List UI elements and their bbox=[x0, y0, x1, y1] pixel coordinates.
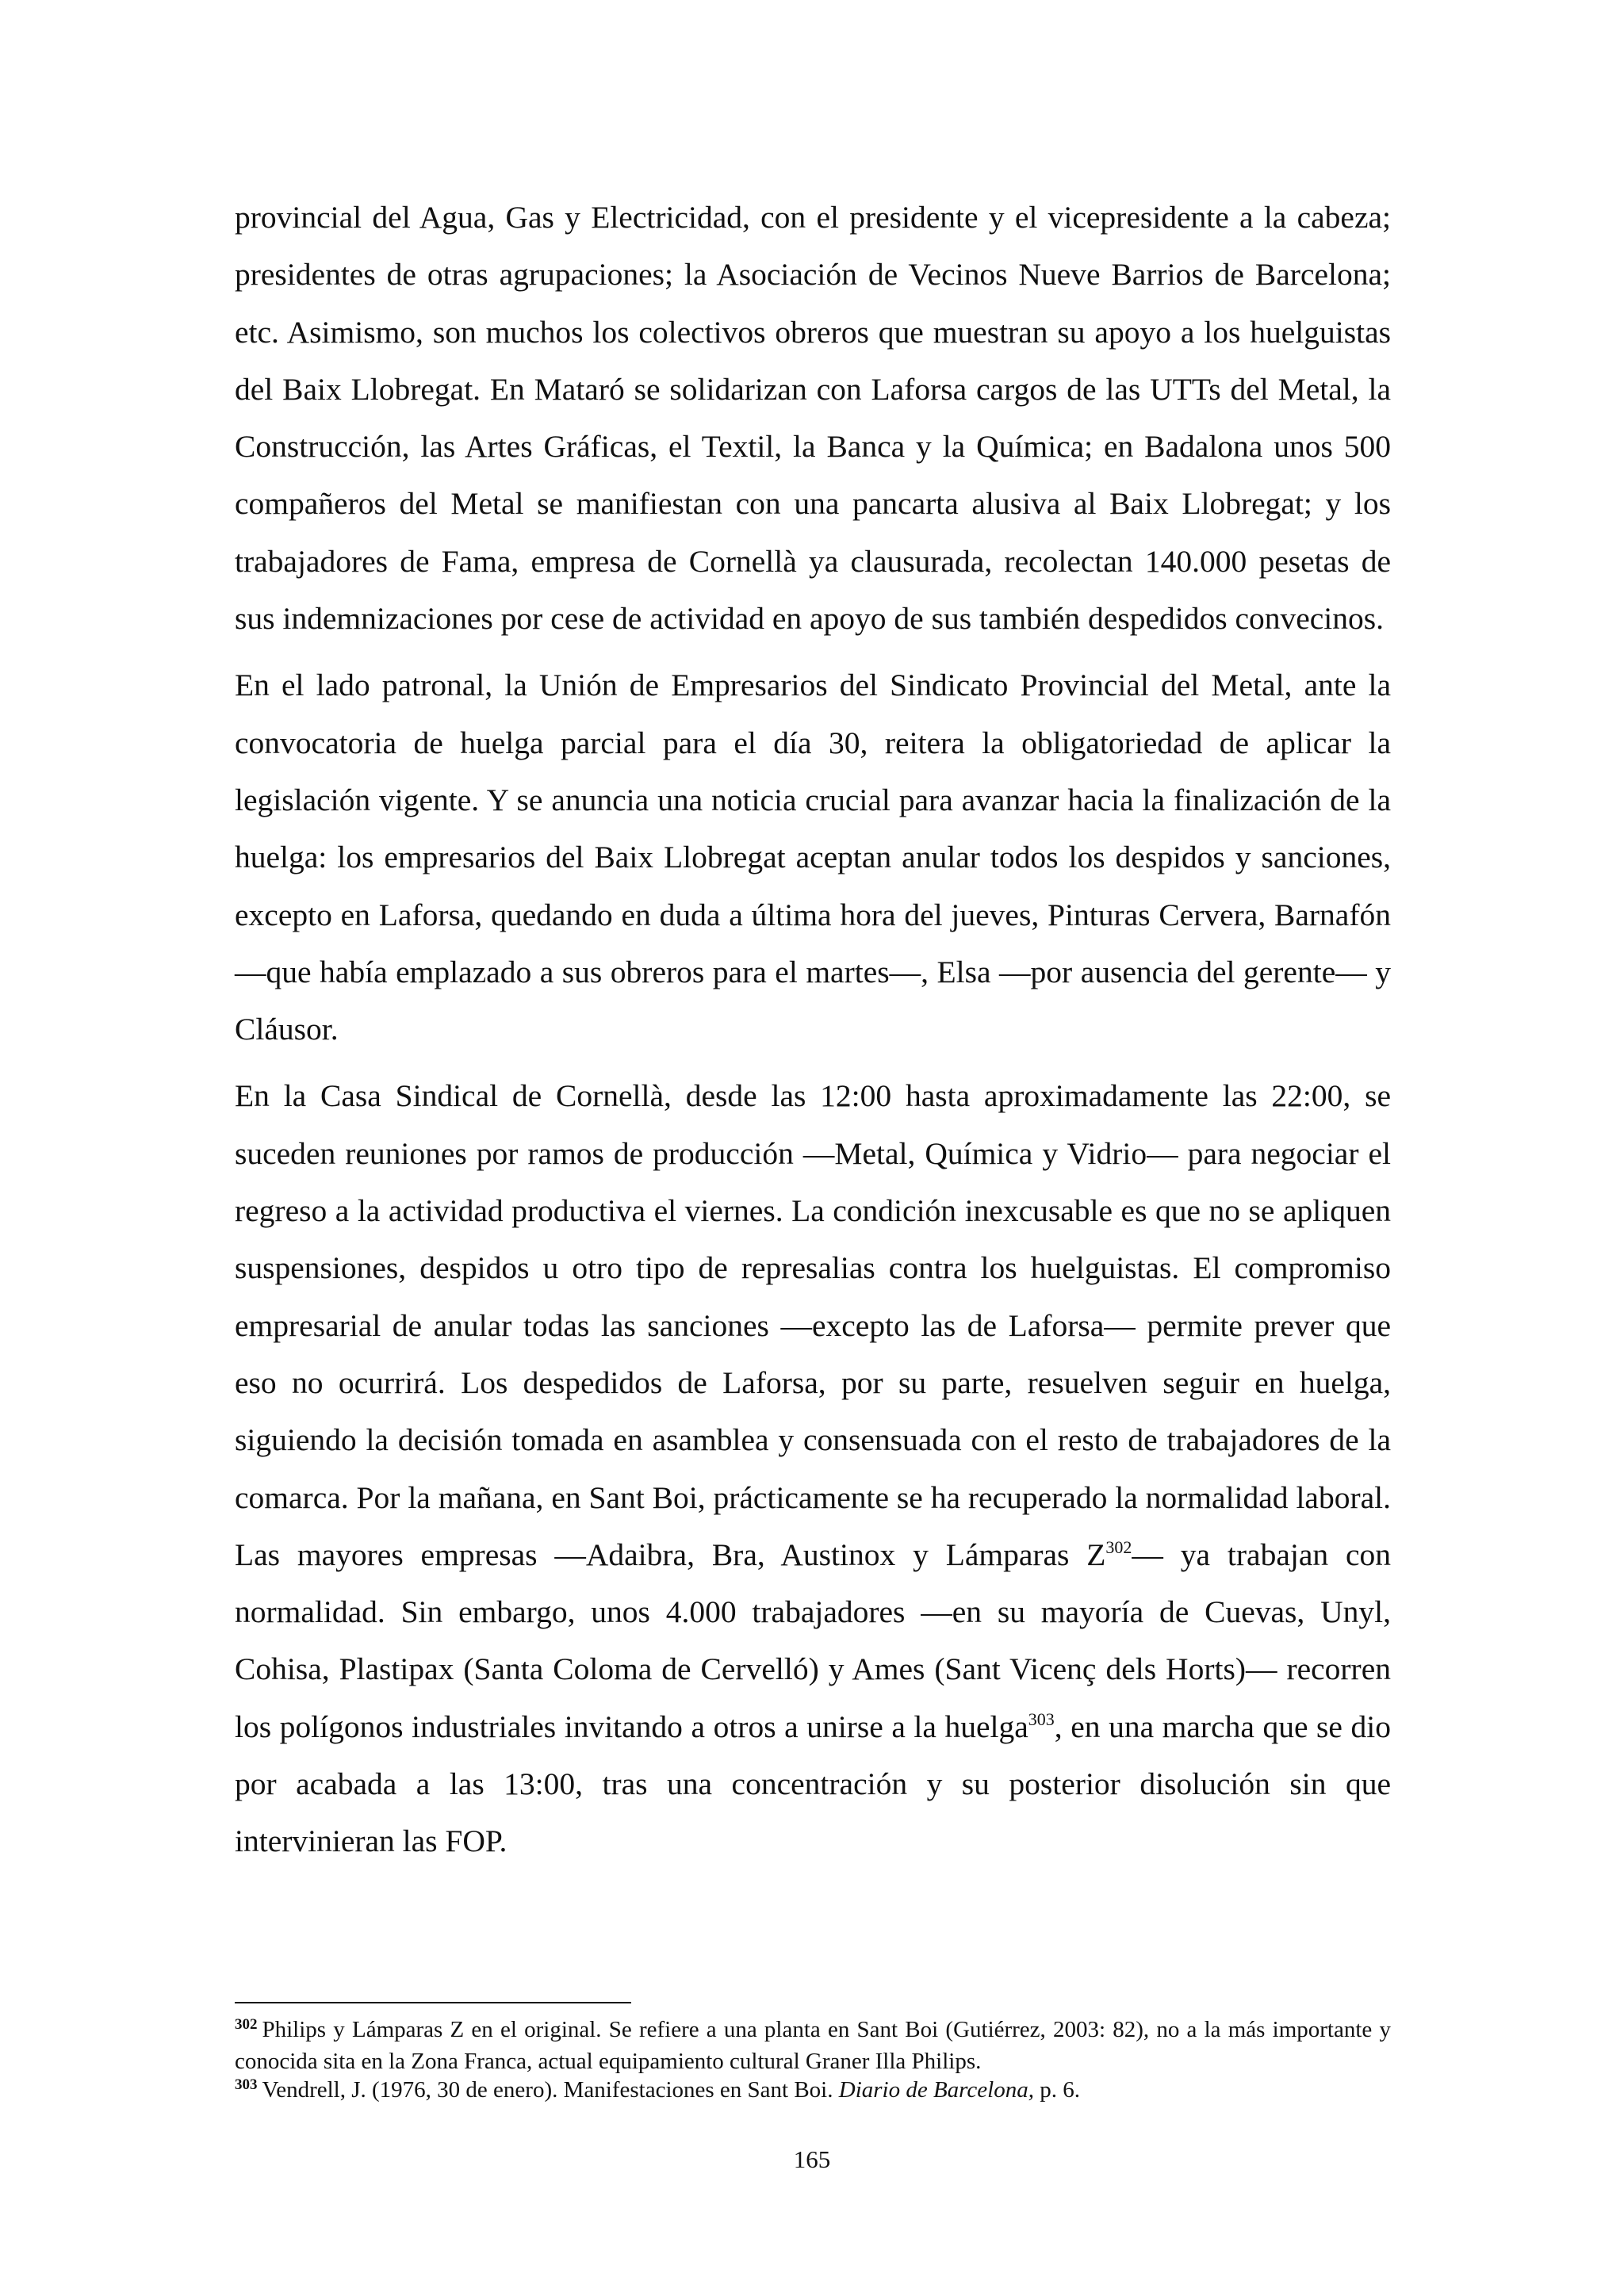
body-text bbox=[235, 189, 1391, 1880]
footnote-text: Vendrell, J. (1976, 30 de enero). Manifestaciones en Sant Boi. bbox=[262, 2077, 839, 2103]
page-number: 165 bbox=[793, 2145, 831, 2173]
paragraph-3 bbox=[235, 1067, 1391, 1869]
paragraph-text: provincial del Agua, Gas y Electricidad, con el presidente y el vicepresidente a la cabeza; presidentes de otras agrupaciones; la Asociación de Vecinos Nueve Barrios de Barcelona; etc. Asimismo, son muchos los colectivos obreros que muestran su apoyo a los huelguistas del Baix Llobregat. En Mataró se solidarizan con Laforsa cargos de las UTTs del Metal, la Construcción, las Artes Gráficas, el Textil, la Banca y la Química; en Badalona unos 500 compañeros del Metal se manifiestan con una pancarta alusiva al Baix Llobregat; y los trabajadores de Fama, empresa de Cornellà ya clausurada, recolectan 140.000 pesetas de sus indemnizaciones por cese de actividad en apoyo de sus también despedidos convecinos. bbox=[235, 200, 1391, 637]
paragraph-1 bbox=[235, 189, 1391, 647]
footnote-text: p. 6. bbox=[1033, 2077, 1080, 2103]
paragraph-text: En el lado patronal, la Unión de Empresarios del Sindicato Provincial del Metal, ante la convocatoria de huelga parcial para el día 30, reitera la obligatoriedad de aplicar la legislación vigente. Y se anuncia una noticia crucial para avanzar hacia la finalización de la huelga: los empresarios del Baix Llobregat aceptan anular todos los despidos y sanciones, excepto en Laforsa, quedando en duda a última hora del jueves, Pinturas Cervera, Barnafón —que había emplazado a sus obreros para el martes—, Elsa —por ausencia del gerente— y Cláusor. bbox=[235, 668, 1391, 1047]
paragraph-text: En la Casa Sindical de Cornellà, desde las 12:00 hasta aproximadamente las 22:00, se suceden reuniones por ramos de producción —Metal, Química y Vidrio— para negociar el regreso a la actividad productiva el viernes. La condición inexcusable es que no se apliquen suspensiones, despidos u otro tipo de represalias contra los huelguistas. El compromiso empresarial de anular todas las sanciones —excepto las de Laforsa— permite prever que eso no ocurrirá. Los despedidos de Laforsa, por su parte, resuelven seguir en huelga, siguiendo la decisión tomada en asamblea y consensuada con el resto de trabajadores de la comarca. Por la mañana, en Sant Boi, prácticamente se ha recuperado la normalidad laboral. Las mayores empresas —Adaibra, Bra, Austinox y Lámparas Z bbox=[235, 1078, 1391, 1572]
footnote-separator bbox=[235, 2002, 631, 2003]
footnote-source-title: Diario de Barcelona, bbox=[838, 2077, 1034, 2103]
footnote-text: Philips y Lámparas Z en el original. Se refiere a una planta en Sant Boi (Gutiérrez, 2003: 82), no a la más importante y conocida sita en la Zona Franca, actual equipamiento cultural Graner Illa Philips. bbox=[235, 2017, 1391, 2074]
paragraph-2 bbox=[235, 656, 1391, 1058]
footnote-number: 303 bbox=[235, 2076, 258, 2093]
footnote-ref-302[interactable]: 302 bbox=[1105, 1536, 1132, 1557]
paragraph-text: — ya trabajan con normalidad. Sin embargo, unos 4.000 trabajadores —en su mayoría de Cuevas, Unyl, Cohisa, Plastipax (Santa Coloma de Cervelló) y Ames (Sant Vicenç dels Horts)— recorren los polígonos industriales invitando a otros a unirse a la huelga bbox=[235, 1536, 1391, 1744]
footnote-number: 302 bbox=[235, 2016, 258, 2033]
footnotes bbox=[235, 2015, 1391, 2107]
footnote-ref-303[interactable]: 303 bbox=[1028, 1709, 1055, 1729]
paragraph-text: , en una marcha que se dio por acabada a las 13:00, tras una concentración y su posterior disolución sin que intervinieran las FOP. bbox=[235, 1709, 1392, 1859]
footnote-303 bbox=[235, 2076, 1391, 2107]
footnote-302 bbox=[235, 2015, 1391, 2076]
